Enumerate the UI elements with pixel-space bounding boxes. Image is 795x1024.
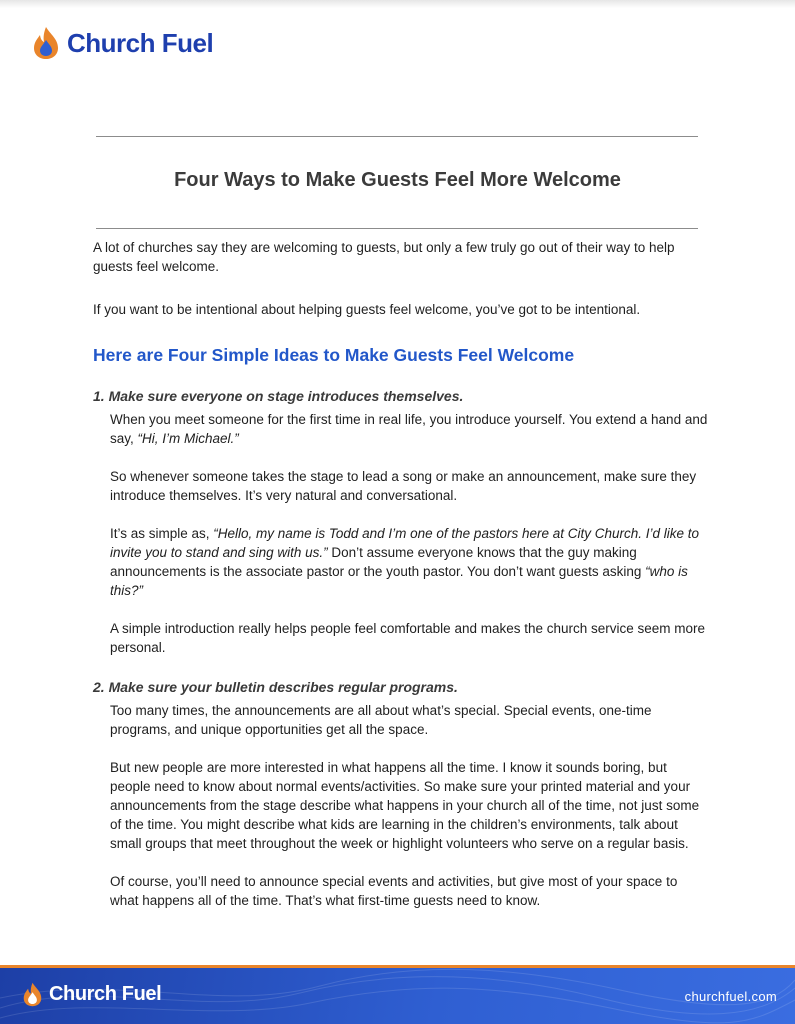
document-title: Four Ways to Make Guests Feel More Welcome: [174, 169, 621, 191]
flame-icon: [33, 26, 59, 60]
footer-logo: [23, 982, 161, 1007]
footer-flame-icon: [23, 982, 42, 1007]
item-1-p3-lead: It’s as simple as,: [110, 526, 214, 541]
top-edge-shadow: [0, 0, 795, 8]
header-logo: [33, 24, 213, 62]
item-1-paragraph-3: [110, 524, 708, 600]
intro-paragraph-1: A lot of churches say they are welcoming to guests, but only a few truly go out of their way to help guests feel welcome.: [93, 240, 675, 274]
item-1-p3-text: Don’t assume everyone knows that the guy making announcements is the associate pastor or the youth pastor. You don’t want guests asking: [110, 545, 646, 579]
item-1-paragraph-4: A simple introduction really helps people feel comfortable and makes the church service seem more personal.: [110, 621, 706, 655]
item-1-title: 1. Make sure everyone on stage introduces themselves.: [93, 388, 464, 404]
item-1-paragraph-1: [110, 410, 708, 448]
item-2-paragraph-2: But new people are more interested in what happens all the time. I know it sounds boring, but people need to know about normal events/activities. So make sure your printed material and your announcements from the stage describe what happens in your church all of the time, not just some of the time. You might describe what kids are learning in the children’s environments, talk about small groups that meet throughout the week or highlight volunteers who serve on a regular basis.: [110, 760, 700, 851]
item-1-body: [93, 410, 708, 657]
item-1-p3-quote-2: “who is this?”: [110, 564, 688, 598]
item-2-paragraph-1: Too many times, the announcements are all about what’s special. Special events, one-time programs, and unique opportunities get all the space.: [110, 703, 652, 737]
title-rule-bottom: [96, 228, 698, 229]
item-1-p1-text: When you meet someone for the first time in real life, you introduce yourself. You extend a hand and say,: [110, 412, 708, 446]
item-1-p3-quote: “Hello, my name is Todd and I’m one of the pastors here at City Church. I’d like to invite you to stand and sing with us.”: [110, 526, 700, 560]
item-2-title: 2. Make sure your bulletin describes regular programs.: [93, 679, 458, 695]
brand-name: Church Fuel: [67, 27, 214, 58]
item-1-paragraph-2: So whenever someone takes the stage to lead a song or make an announcement, make sure they introduce themselves. It’s very natural and conversational.: [110, 469, 697, 503]
item-2-body: [93, 701, 708, 910]
footer-bar: [0, 965, 795, 1024]
intro-paragraph-2: If you want to be intentional about helping guests feel welcome, you’ve got to be intentional.: [93, 302, 641, 317]
item-1-p1-quote: “Hi, I’m Michael.”: [137, 431, 239, 446]
item-2-paragraph-3: Of course, you’ll need to announce special events and activities, but give most of your space to what happens all of the time. That’s what first-time guests need to know.: [110, 874, 678, 908]
footer-website-link[interactable]: churchfuel.com: [684, 989, 777, 1004]
title-rule-top: [96, 136, 698, 137]
footer-brand-name: Church Fuel: [49, 983, 162, 1005]
document-body: [93, 238, 708, 910]
section-heading: Here are Four Simple Ideas to Make Guests Feel Welcome: [93, 345, 575, 365]
